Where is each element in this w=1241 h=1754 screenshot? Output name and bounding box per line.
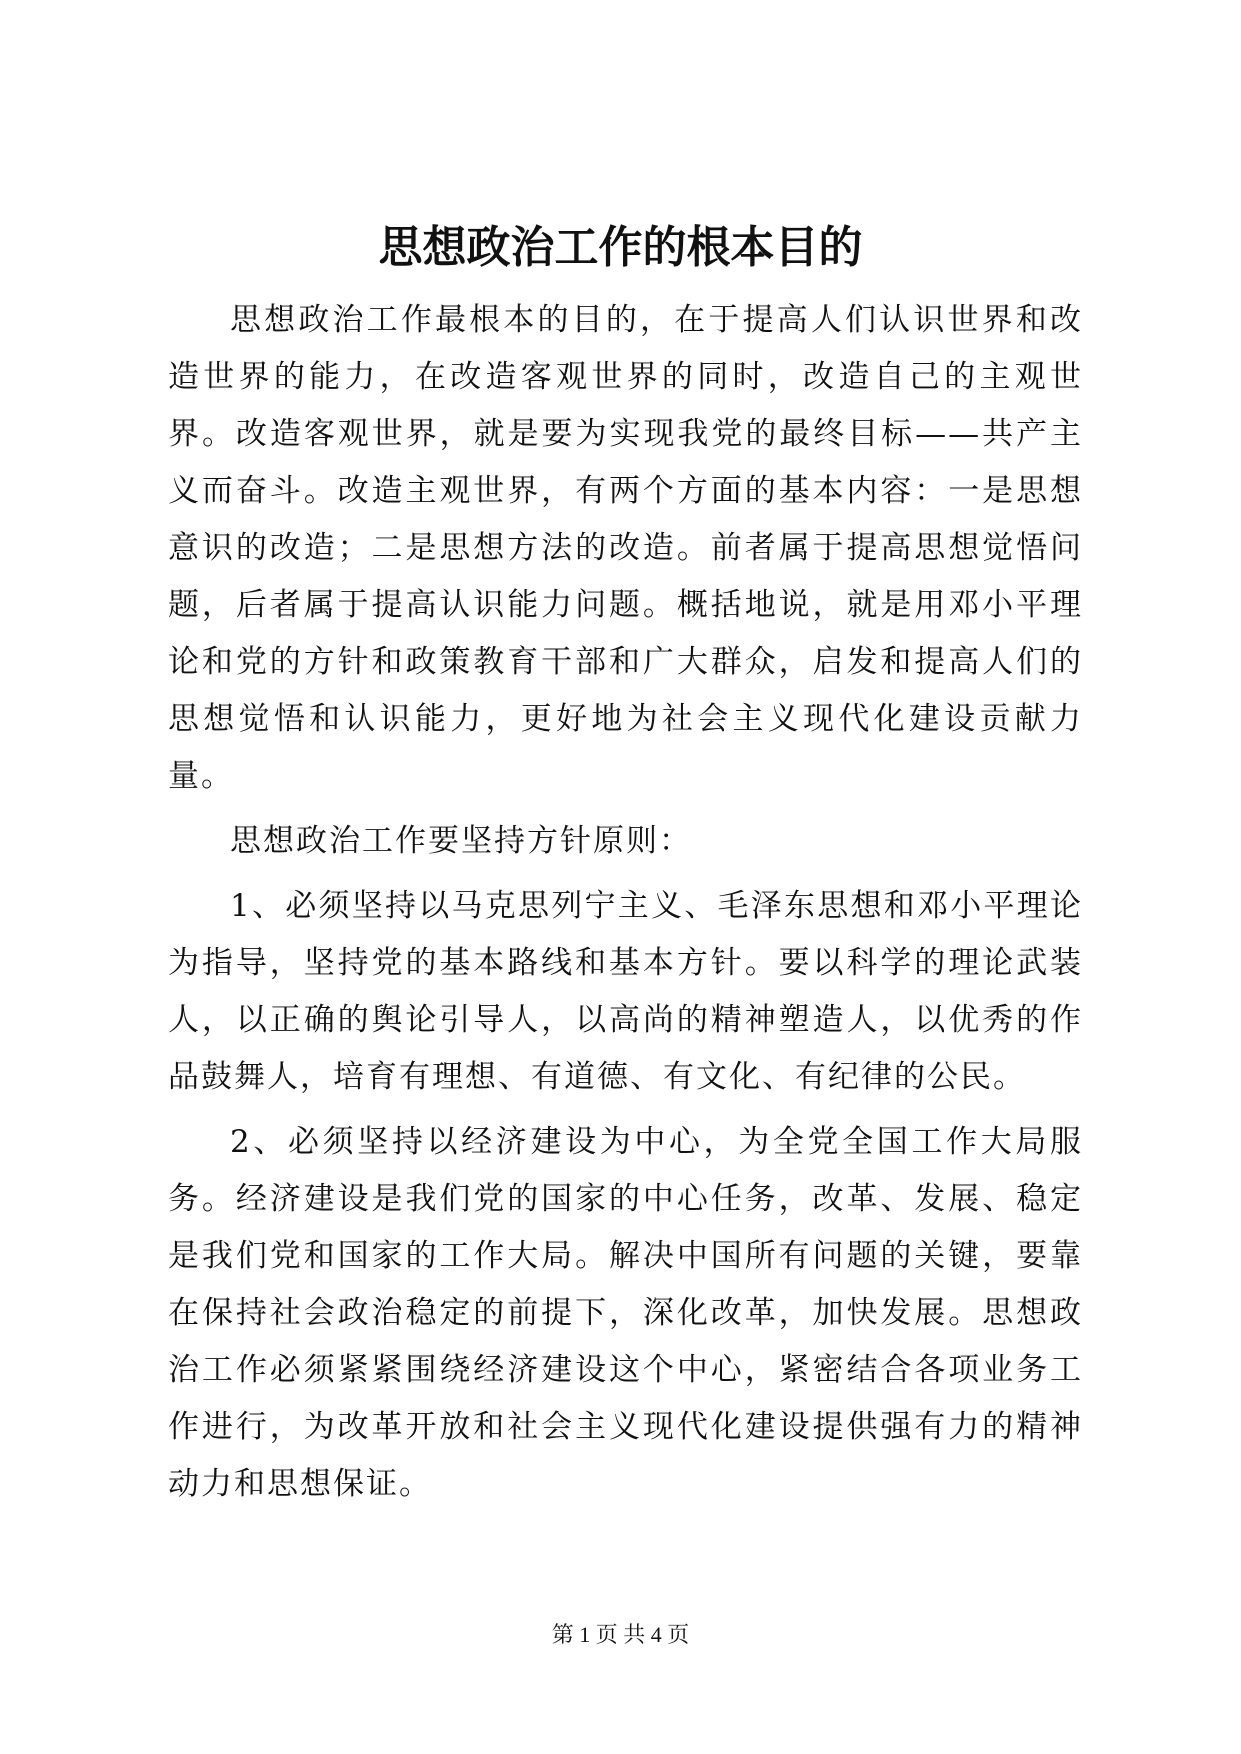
paragraph-principles-heading: 思想政治工作要坚持方针原则： [230,823,692,859]
paragraph-principle-2: 2、必须坚持以经济建设为中心，为全党全国工作大局服务。经济建设是我们党的国家的中心任务，改革、发展、稳定是我们党和国家的工作大局。解决中国所有问题的关键，要靠在保持社会政治稳定的前提下，深化改革，加快发展。思想政治工作必须紧紧围绕经济建设这个中心，紧密结合各项业务工作进行，为改革开放和社会主义现代化建设提供强有力的精神动力和思想保证。 [168,1124,1083,1502]
paragraph-principle-1: 1、必须坚持以马克思列宁主义、毛泽东思想和邓小平理论为指导，坚持党的基本路线和基本方针。要以科学的理论武装人，以正确的舆论引导人，以高尚的精神塑造人，以优秀的作品鼓舞人，培育有理想、有道德、有文化、有纪律的公民。 [168,888,1083,1095]
document-title: 思想政治工作的根本目的 [378,222,863,273]
page-number-footer: 第 1 页 共 4 页 [551,1622,690,1647]
document-body [168,292,1083,1513]
paragraph-purpose: 思想政治工作最根本的目的，在于提高人们认识世界和改造世界的能力，在改造客观世界的同时，改造自己的主观世界。改造客观世界，就是要为实现我党的最终目标——共产主义而奋斗。改造主观世界，有两个方面的基本内容：一是思想意识的改造；二是思想方法的改造。前者属于提高思想觉悟问题，后者属于提高认识能力问题。概括地说，就是用邓小平理论和党的方针和政策教育干部和广大群众，启发和提高人们的思想觉悟和认识能力，更好地为社会主义现代化建设贡献力量。 [168,302,1083,794]
